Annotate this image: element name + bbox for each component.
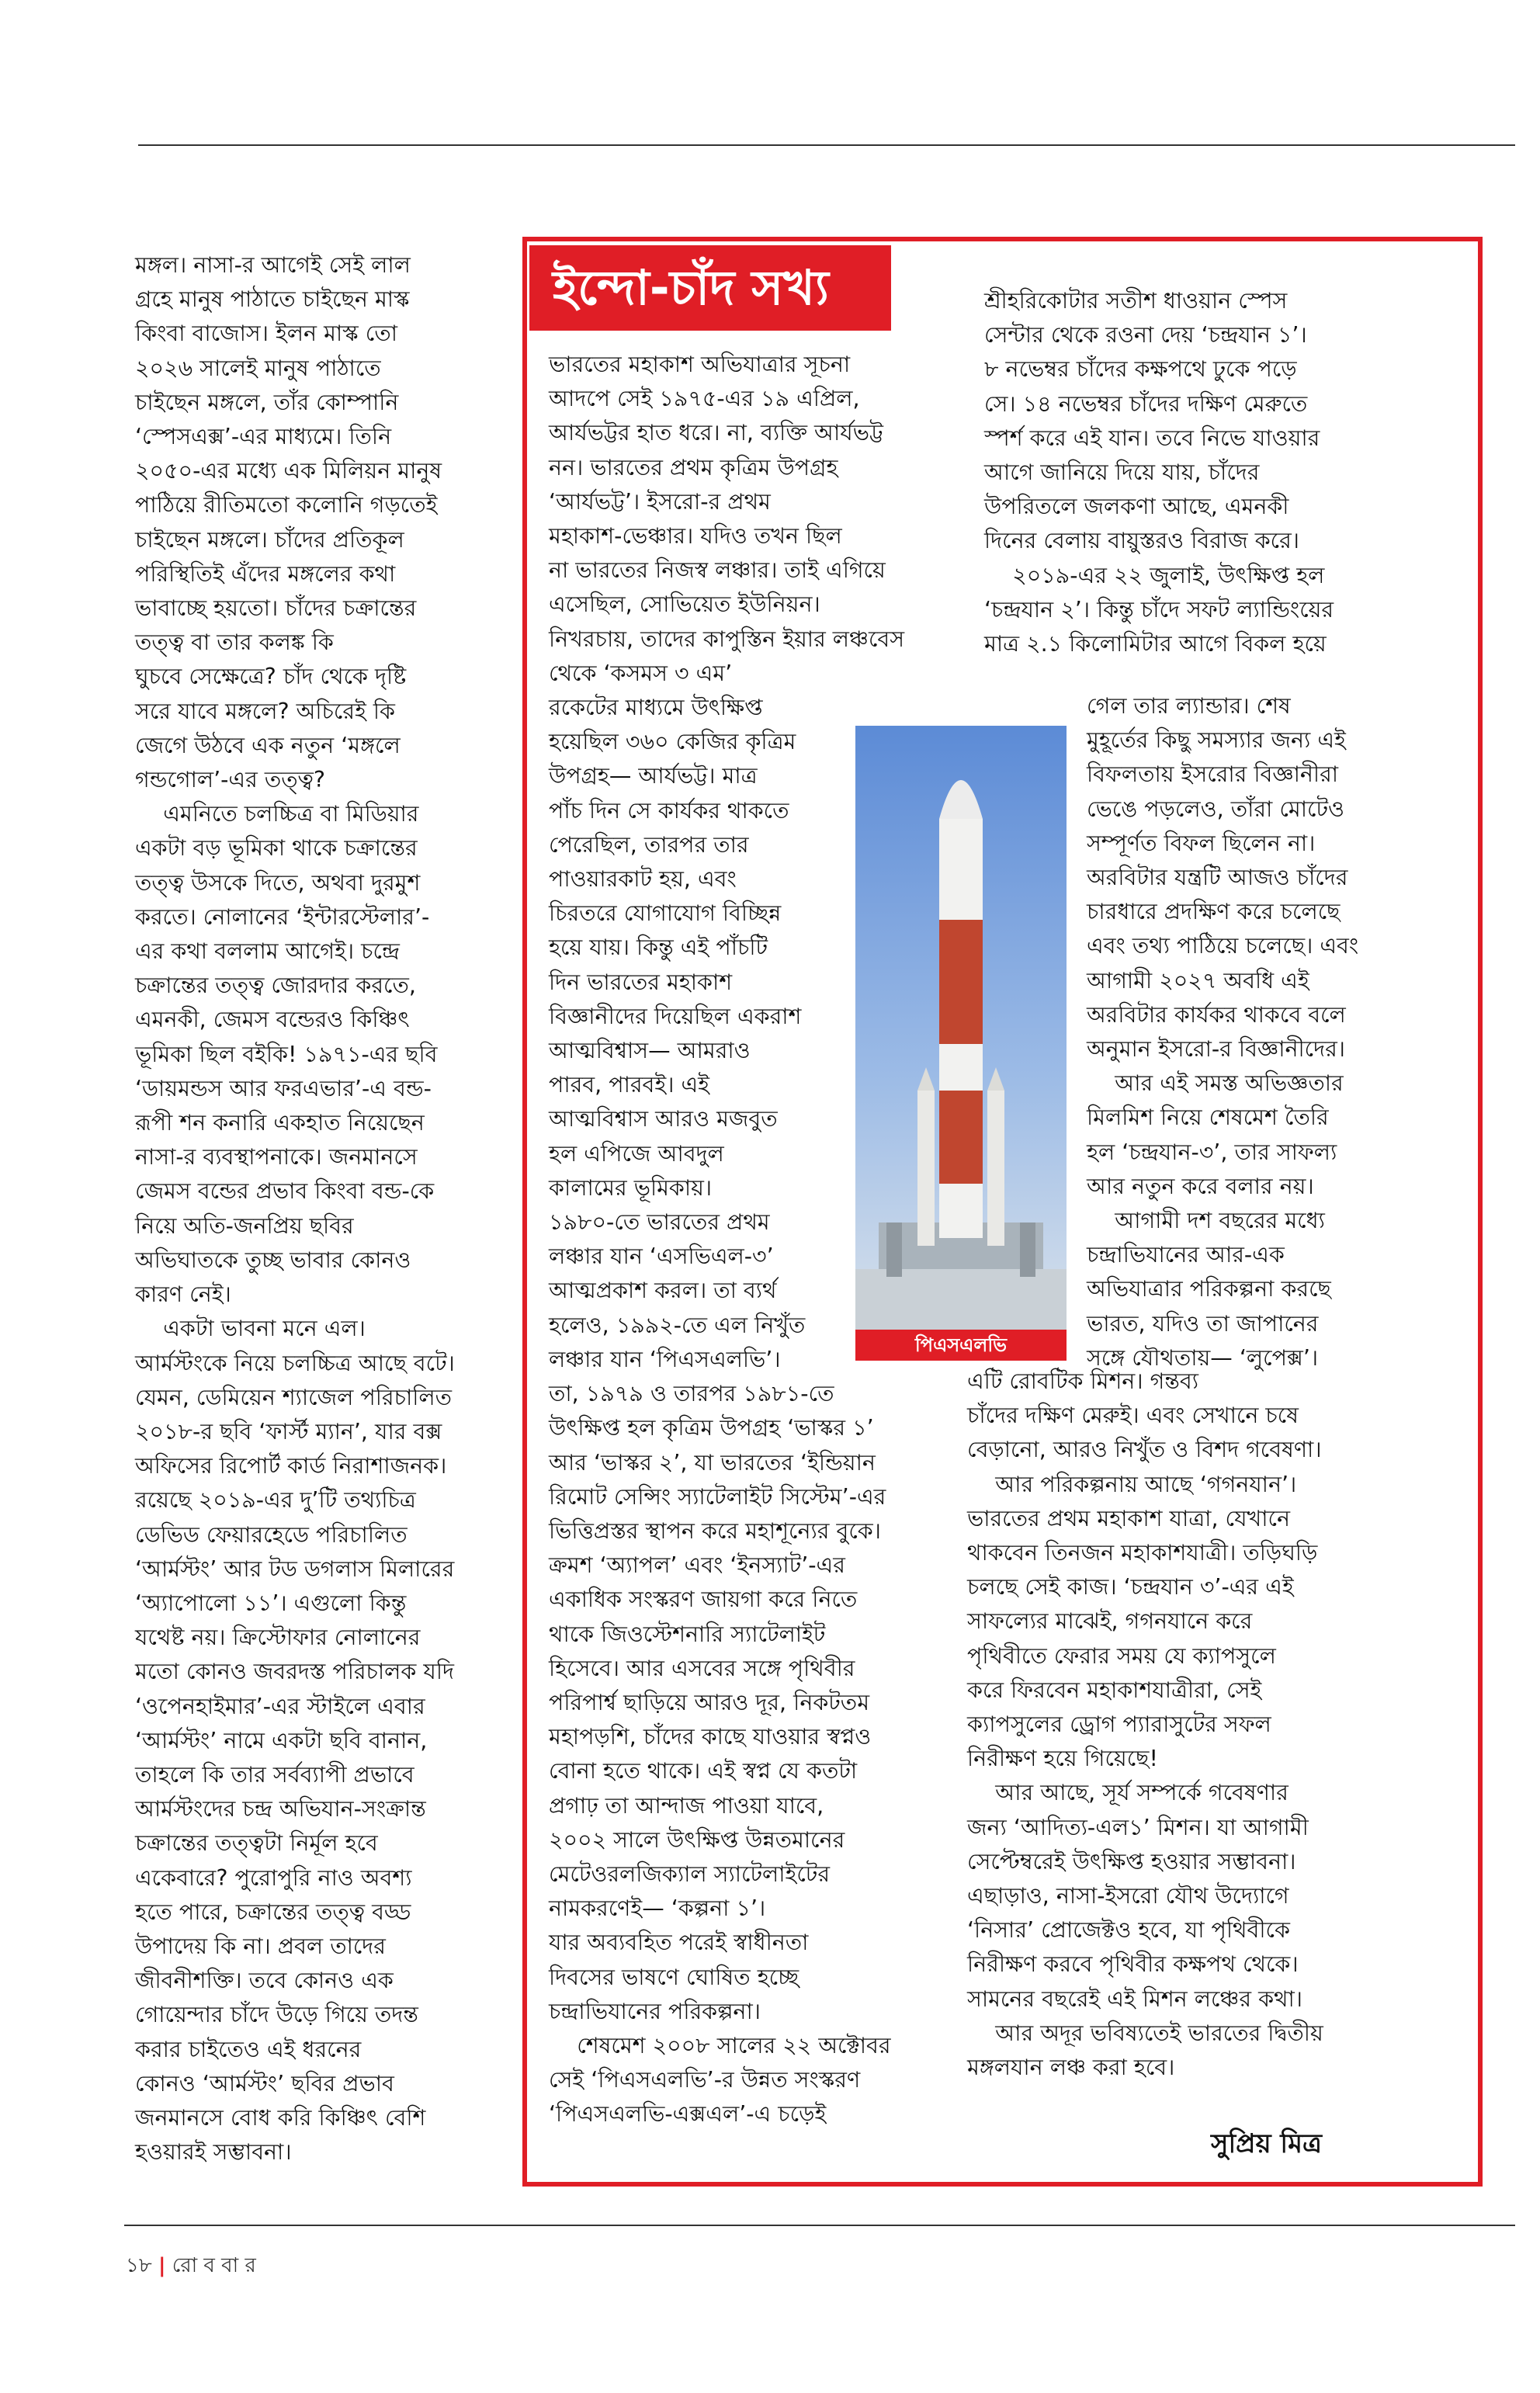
sidebar-column-1: ভারতের মহাকাশ অভিযাত্রার সূচনা আদপে সেই ১৯৭৫-এর ১৯ এপ্রিল, আর্যভট্টর হাত ধরে। না, ব্যক্তি আর্যভট্ট নন। ভারতের প্রথম কৃত্রিম উপগ্রহ ‘আর্যভট্ট’। ইসরো-র প্রথম মহাকাশ-ভেঞ্চার। যদিও তখন ছিল না ভারতের নিজস্ব লঞ্চার। তাই এগিয়ে এসেছিল, সোভিয়েত ইউনিয়ন। নিখরচায়, তাদের কাপুস্তিন ইয়ার লঞ্চবেস থেকে ‘কসমস ৩ এম’ রকেটের মাধ্যমে উৎক্ষিপ্ত হয়েছিল ৩৬০ কেজির কৃত্রিম উপগ্রহ— আর্যভট্ট। মাত্র পাঁচ দিন সে কার্যকর থাকতে পেরেছিল, তারপর তার পাওয়ারকাট হয়, এবং চিরতরে যোগাযোগ বিচ্ছিন্ন হয়ে যায়। কিন্তু এই পাঁচটি দিন ভারতের মহাকাশ বিজ্ঞানীদের দিয়েছিল একরাশ আত্মবিশ্বাস— আমরাও পারব, পারবই। এই আত্মবিশ্বাস আরও মজবুত হল এপিজে আবদুল কালামের ভূমিকায়। ১৯৮০-তে ভারতের প্রথম লঞ্চার যান ‘এসভিএল-৩’ আত্মপ্রকাশ করল। তা ব্যর্থ হলেও, ১৯৯২-তে এল নিখুঁত লঞ্চার যান ‘পিএসএলভি’। তা, ১৯৭৯ ও তারপর ১৯৮১-তে উৎক্ষিপ্ত হল কৃত্রিম উপগ্রহ ‘ভাস্কর ১’ আর ‘ভাস্কর ২’, যা ভারতের ‘ইন্ডিয়ান রিমোট সেন্সিং স্যাটেলাইট সিস্টেম’-এর ভিত্তিপ্রস্তর স্থাপন করে মহাশূন্যের বুকে। ক্রমশ ‘অ্যাপল’ এবং ‘ইনস্যাট’-এর একাধিক সংস্করণ জায়গা করে নিতে থাকে জিওস্টেশনারি স্যাটেলাইট হিসেবে। আর এসবের সঙ্গে পৃথিবীর পরিপার্শ্ব ছাড়িয়ে আরও দূর, নিকটতম মহাপড়শি, চাঁদের কাছে যাওয়ার স্বপ্নও বোনা হতে থাকে। এই স্বপ্ন যে কতটা প্রগাঢ় তা আন্দাজ পাওয়া যাবে, ২০০২ সালে উৎক্ষিপ্ত উন্নতমানের মেটেওরলজিক্যাল স্যাটেলাইটের নামকরণেই— ‘কল্পনা ১’। যার অব্যবহিত পরেই স্বাধীনতা দিবসের ভাষণে ঘোষিত হচ্ছে চন্দ্রাভিযানের পরিকল্পনা। শেষমেশ ২০০৮ সালের ২২ অক্টোবর সেই ‘পিএসএলভি’-র উন্নত সংস্করণ ‘পিএসএলভি-এক্সএল’-এ চড়েই <box>549 352 905 2128</box>
magazine-name: রো ব বা র <box>172 2254 256 2277</box>
folio-separator: | <box>158 2254 166 2277</box>
bottom-rule <box>124 2225 1515 2226</box>
page-folio <box>126 2249 256 2284</box>
page-number: ১৮ <box>126 2254 152 2277</box>
sidebar-headline: ইন্দো-চাঁদ সখ্য <box>529 245 891 331</box>
rocket-photo <box>855 726 1067 1361</box>
sidebar-column-2-mid: গেল তার ল্যান্ডার। শেষ মুহূর্তের কিছু সমস্যার জন্য এই বিফলতায় ইসরোর বিজ্ঞানীরা ভেঙে পড়লেও, তাঁরা মোটেও সম্পূর্ণত বিফল ছিলেন না। অরবিটার যন্ত্রটি আজও চাঁদের চারধারে প্রদক্ষিণ করে চলেছে এবং তথ্য পাঠিয়ে চলেছে। এবং আগামী ২০২৭ অবধি এই অরবিটার কার্যকর থাকবে বলে অনুমান ইসরো-র বিজ্ঞানীদের। আর এই সমস্ত অভিজ্ঞতার মিলমিশ নিয়ে শেষমেশ তৈরি হল ‘চন্দ্রযান-৩’, তার সাফল্য আর নতুন করে বলার নয়। আগামী দশ বছরের মধ্যে চন্দ্রাভিযানের আর-এক অভিযাত্রার পরিকল্পনা করছে ভারত, যদিও তা জাপানের সঙ্গে যৌথতায়— ‘লুপেক্স’। <box>1087 693 1359 1371</box>
article-column-left: মঙ্গল। নাসা-র আগেই সেই লাল গ্রহে মানুষ পাঠাতে চাইছেন মাস্ক কিংবা বাজোস। ইলন মাস্ক তো ২০২৬ সালেই মানুষ পাঠাতে চাইছেন মঙ্গলে, তাঁর কোম্পানি ‘স্পেসএক্স’-এর মাধ্যমে। তিনি ২০৫০-এর মধ্যে এক মিলিয়ন মানুষ পাঠিয়ে রীতিমতো কলোনি গড়তেই চাইছেন মঙ্গলে। চাঁদের প্রতিকূল পরিস্থিতিই এঁদের মঙ্গলের কথা ভাবাচ্ছে হয়তো। চাঁদের চক্রান্তের তত্ত্ব বা তার কলঙ্ক কি ঘুচবে সেক্ষেত্রে? চাঁদ থেকে দৃষ্টি সরে যাবে মঙ্গলে? অচিরেই কি জেগে উঠবে এক নতুন ‘মঙ্গলে গন্ডগোল’-এর তত্ত্ব? এমনিতে চলচ্চিত্র বা মিডিয়ার একটা বড় ভূমিকা থাকে চক্রান্তের তত্ত্ব উসকে দিতে, অথবা দুরমুশ করতে। নোলানের ‘ইন্টারস্টেলার’- এর কথা বললাম আগেই। চন্দ্রে চক্রান্তের তত্ত্ব জোরদার করতে, এমনকী, জেমস বন্ডেরও কিঞ্চিৎ ভূমিকা ছিল বইকি! ১৯৭১-এর ছবি ‘ডায়মন্ডস আর ফরএভার’-এ বন্ড- রূপী শন কনারি একহাত নিয়েছেন নাসা-র ব্যবস্থাপনাকে। জনমানসে জেমস বন্ডের প্রভাব কিংবা বন্ড-কে নিয়ে অতি-জনপ্রিয় ছবির অভিঘাতকে তুচ্ছ ভাবার কোনও কারণ নেই। একটা ভাবনা মনে এল। আর্মস্টংকে নিয়ে চলচ্চিত্র আছে বটে। যেমন, ডেমিয়েন শ্যাজেল পরিচালিত ২০১৮-র ছবি ‘ফার্স্ট ম্যান’, যার বক্স অফিসের রিপোর্ট কার্ড নিরাশাজনক। রয়েছে ২০১৯-এর দু’টি তথ্যচিত্র ডেভিড ফেয়ারহেডে পরিচালিত ‘আর্মস্টং’ আর টড ডগলাস মিলারের ‘অ্যাপোলো ১১’। এগুলো কিন্তু যথেষ্ট নয়। ক্রিস্টোফার নোলানের মতো কোনও জবরদস্ত পরিচালক যদি ‘ওপেনহাইমার’-এর স্টাইলে এবার ‘আর্মস্টং’ নামে একটা ছবি বানান, তাহলে কি তার সর্বব্যাপী প্রভাবে আর্মস্টংদের চন্দ্র অভিযান-সংক্রান্ত চক্রান্তের তত্ত্বটা নির্মূল হবে একেবারে? পুরোপুরি নাও অবশ্য হতে পারে, চক্রান্তের তত্ত্ব বড্ড উপাদেয় কি না। প্রবল তাদের জীবনীশক্তি। তবে কোনও এক গোয়েন্দার চাঁদে উড়ে গিয়ে তদন্ত করার চাইতেও এই ধরনের কোনও ‘আর্মস্টং’ ছবির প্রভাব জনমানসে বোধ করি কিঞ্চিৎ বেশি হওয়ারই সম্ভাবনা। <box>135 252 455 2166</box>
top-rule <box>138 144 1515 146</box>
pslv-rocket-illustration <box>855 726 1067 1361</box>
byline: সুপ্রিয় মিত্র <box>1211 2128 1323 2159</box>
sidebar-column-2-bottom: এটি রোবটিক মিশন। গন্তব্য চাঁদের দক্ষিণ মেরুই। এবং সেখানে চষে বেড়ানো, আরও নিখুঁত ও বিশদ গবেষণা। আর পরিকল্পনায় আছে ‘গগনযান’। ভারতের প্রথম মহাকাশ যাত্রা, যেখানে থাকবেন তিনজন মহাকাশযাত্রী। তড়িঘড়ি চলছে সেই কাজ। ‘চন্দ্রযান ৩’-এর এই সাফল্যের মাঝেই, গগনযানে করে পৃথিবীতে ফেরার সময় যে ক্যাপসুলে করে ফিরবেন মহাকাশযাত্রীরা, সেই ক্যাপসুলের ড্রোগ প্যারাসুটের সফল নিরীক্ষণ হয়ে গিয়েছে! আর আছে, সূর্য সম্পর্কে গবেষণার জন্য ‘আদিত্য-এল১’ মিশন। যা আগামী সেপ্টেম্বরেই উৎক্ষিপ্ত হওয়ার সম্ভাবনা। এছাড়াও, নাসা-ইসরো যৌথ উদ্যোগে ‘নিসার’ প্রোজেক্টও হবে, যা পৃথিবীকে নিরীক্ষণ করবে পৃথিবীর কক্ষপথ থেকে। সামনের বছরেই এই মিশন লঞ্চের কথা। আর অদূর ভবিষ্যতেই ভারতের দ্বিতীয় মঙ্গলযান লঞ্চ করা হবে। <box>967 1368 1323 2081</box>
photo-caption: পিএসএলভি <box>855 1330 1067 1361</box>
sidebar-column-2-top: শ্রীহরিকোটার সতীশ ধাওয়ান স্পেস সেন্টার থেকে রওনা দেয় ‘চন্দ্রযান ১’। ৮ নভেম্বর চাঁদের কক্ষপথে ঢুকে পড়ে সে। ১৪ নভেম্বর চাঁদের দক্ষিণ মেরুতে স্পর্শ করে এই যান। তবে নিভে যাওয়ার আগে জানিয়ে দিয়ে যায়, চাঁদের উপরিতলে জলকণা আছে, এমনকী দিনের বেলায় বায়ুস্তরও বিরাজ করে। ২০১৯-এর ২২ জুলাই, উৎক্ষিপ্ত হল ‘চন্দ্রযান ২’। কিন্তু চাঁদে সফট ল্যান্ডিংয়ের মাত্র ২.১ কিলোমিটার আগে বিকল হয়ে <box>984 288 1334 657</box>
